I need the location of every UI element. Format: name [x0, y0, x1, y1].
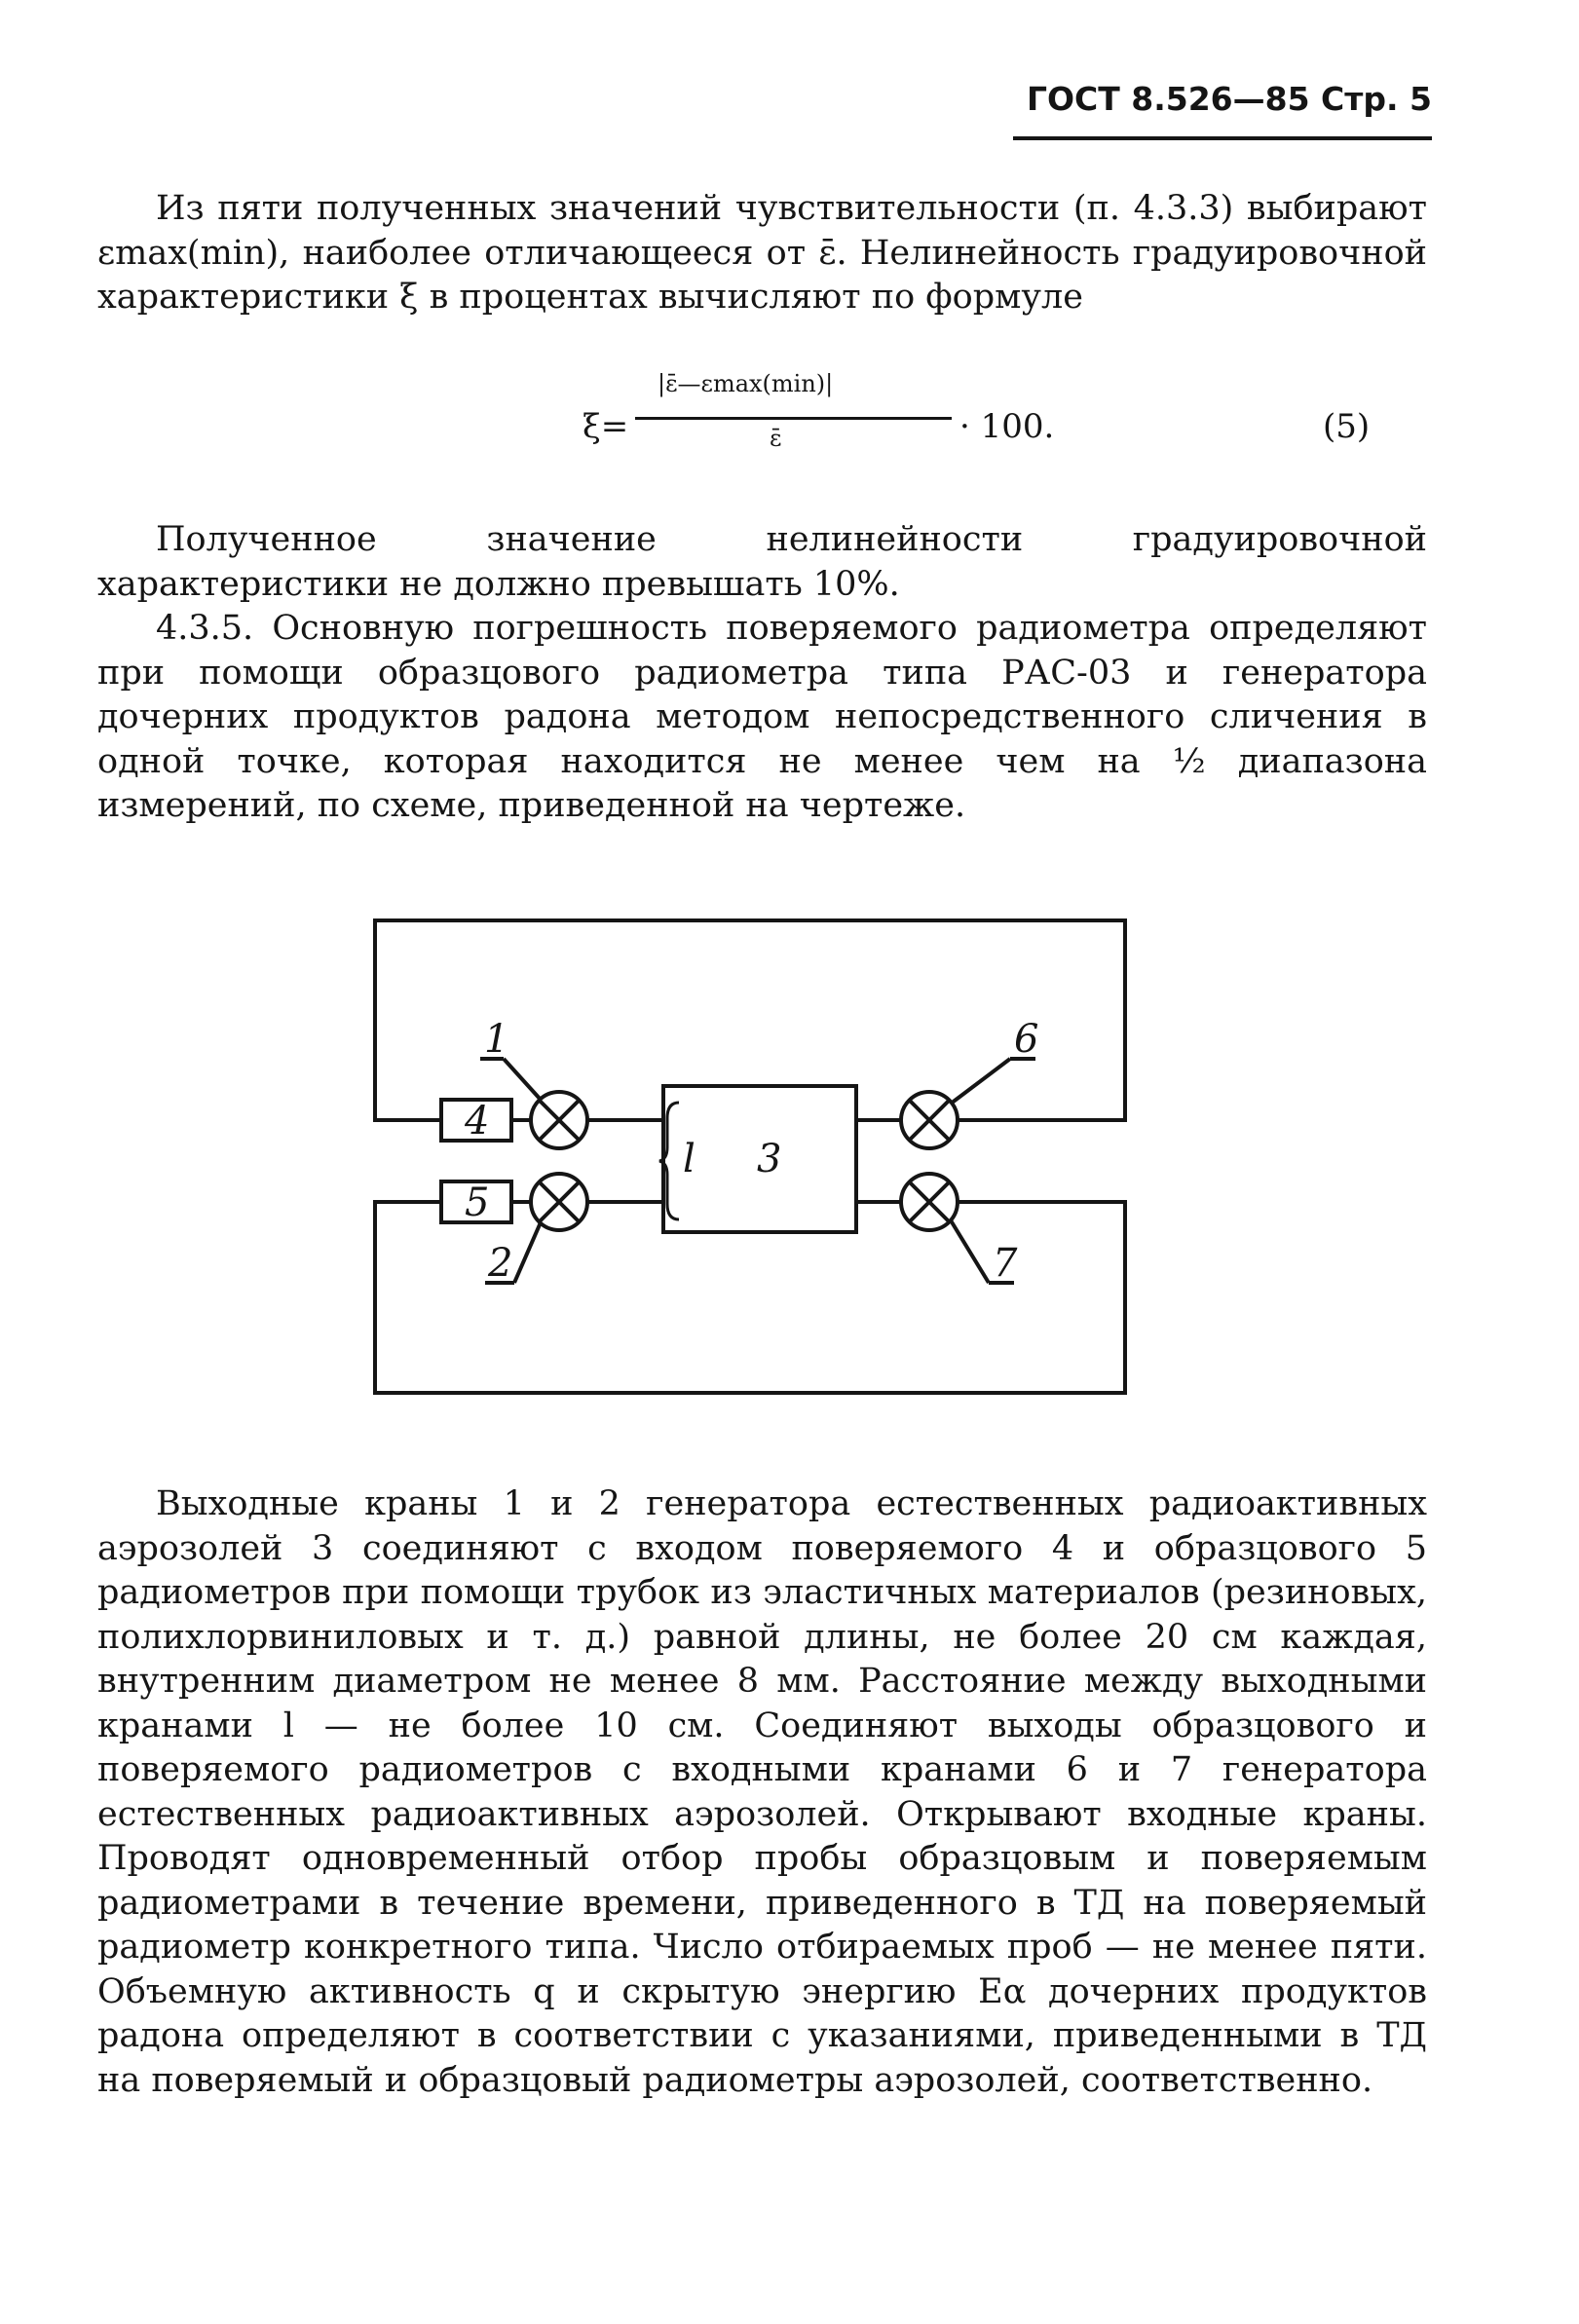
- paragraph-main-error: [97, 518, 1427, 829]
- valve-7: [901, 1174, 958, 1230]
- paragraph-line-2: 4.3.5. Основную погрешность поверяемого радиометра определяют при помощи образцового радиометра типа РАС-03 и генератора дочерних продуктов радона методом непосредственного сличения в одной точке, которая находится не менее чем на ½ диапазона измерений, по схеме, приведенной на чертеже.: [97, 609, 1427, 825]
- paragraph-text: Выходные краны 1 и 2 генератора естественных радиоактивных аэрозолей 3 соединяют с входом поверяемого 4 и образцового 5 радиометров при помощи трубок из эластичных материалов (резиновых, полихлорвиниловых и т. д.) равной длины, не более 20 см каждая, внутренним диаметром не менее 8 мм. Расстояние между выходными кранами l — не более 10 см. Соединяют выходы образцового и поверяемого радиометров с входными кранами 6 и 7 генератора естественных радиоактивных аэрозолей. Открывают входные краны. Проводят одновременный отбор пробы образцовым и поверяемым радиометрами в течение времени, приведенного в ТД на поверяемый радиометр конкретного типа. Число отбираемых проб — не менее пяти. Объемную активность q и скрытую энергию Eα дочерних продуктов радона определяют в соответствии с указаниями, приведенными в ТД на поверяемый и образцовый радиометры аэрозолей, соответственно.: [97, 1484, 1427, 2100]
- label-valve-2: 2: [488, 1241, 513, 1286]
- paragraph-line-1: Полученное значение нелинейности градуировочной характеристики не должно превышать 10%.: [97, 520, 1427, 604]
- formula-numerator: |ε̄—εmax(min)|: [658, 370, 834, 397]
- label-distance-l: l: [683, 1137, 696, 1181]
- label-valve-6: 6: [1014, 1017, 1039, 1062]
- label-generator-3: 3: [757, 1137, 782, 1181]
- formula-number: (5): [1323, 407, 1371, 446]
- valve-6: [901, 1092, 958, 1148]
- formula-denominator: ε̄: [770, 425, 782, 452]
- connection-scheme-diagram: [356, 896, 1154, 1422]
- paragraph-procedure: [97, 1482, 1427, 2103]
- paragraph-nonlinearity: [97, 187, 1427, 320]
- formula-5: [575, 370, 1432, 497]
- label-box-4: 4: [465, 1099, 490, 1143]
- label-box-5: 5: [465, 1181, 490, 1225]
- formula-multiplier: · 100.: [959, 407, 1055, 446]
- page-header: ГОСТ 8.526—85 Стр. 5: [1013, 76, 1432, 140]
- formula-lhs: ξ=: [583, 407, 629, 446]
- label-valve-7: 7: [993, 1241, 1018, 1286]
- fraction-bar: [635, 417, 952, 420]
- valve-2: [531, 1174, 587, 1230]
- paragraph-text: Из пяти полученных значений чувствительности (п. 4.3.3) выбирают εmax(min), наиболее отличающееся от ε̄. Нелинейность градуировочной характеристики ξ в процентах вычисляют по формуле: [97, 189, 1427, 317]
- label-valve-1: 1: [484, 1017, 509, 1062]
